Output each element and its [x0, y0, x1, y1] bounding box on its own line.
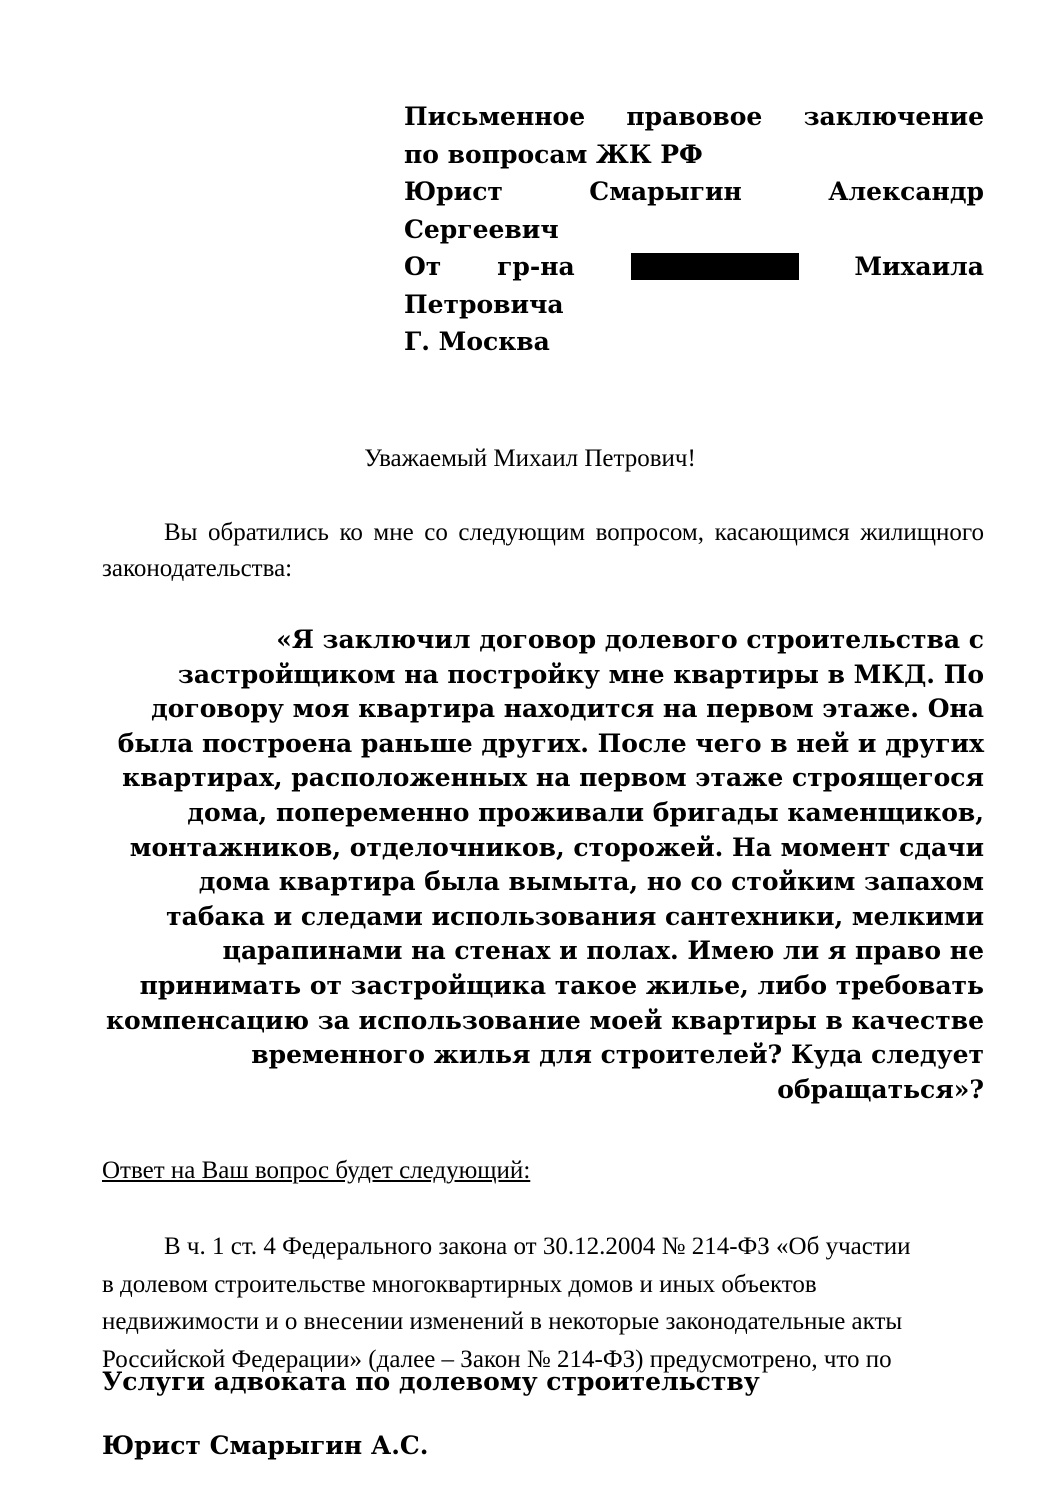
header-citizen-label: гр-на	[497, 252, 575, 281]
header-word: заключение	[803, 102, 984, 131]
header-word: Александр	[828, 177, 984, 206]
footer-line: Услуги адвоката по долевому строительству	[102, 1367, 760, 1396]
paragraph-line: в долевом строительстве многоквартирных домов и иных объектов	[102, 1270, 817, 1298]
quote-line: дома квартира была вымыта, но со стойким запахом	[198, 867, 984, 897]
greeting: Уважаемый Михаил Петрович!	[364, 445, 696, 472]
header-line-city	[404, 323, 984, 361]
quote-line: застройщиком на постройку мне квартиры в МКД. По	[177, 659, 984, 689]
header-lawyer-patronymic: Сергеевич	[404, 214, 559, 244]
header-line-client-patronymic	[404, 286, 984, 324]
quote-line: «Я заключил договор долевого строительства с	[276, 625, 984, 654]
header-word: правовое	[626, 102, 763, 131]
header-line-title	[404, 98, 984, 136]
header-word: Юрист	[404, 177, 503, 206]
paragraph-line: недвижимости и о внесении изменений в некоторые законодательные акты	[102, 1308, 903, 1335]
quote-line: монтажников, отделочников, сторожей. На момент сдачи	[129, 832, 984, 862]
answer-heading: Ответ на Ваш вопрос будет следующий:	[102, 1157, 531, 1184]
quote-line: табака и следами использования сантехники, мелкими	[166, 901, 984, 931]
quote-line: была построена раньше других. После чего в ней и других	[117, 728, 984, 758]
quote-line: временного жилья для строителей? Куда следует	[251, 1040, 984, 1070]
header-client-patronymic: Петровича	[404, 289, 564, 319]
header-line-subject	[404, 136, 984, 174]
quote-line: квартирах, расположенных на первом этаже строящегося	[122, 763, 984, 793]
footer-line: Юрист Смарыгин А.С.	[102, 1431, 429, 1460]
footer-lawyer-name	[102, 1426, 429, 1466]
quote-line: компенсацию за использование моей квартиры в качестве	[105, 1005, 984, 1035]
intro-paragraph: Вы обратились ко мне со следующим вопросом, касающимся жилищного законодательства:	[102, 519, 984, 582]
quote-line: договору моя квартира находится на первом этаже. Она	[151, 694, 984, 724]
header-word: Письменное	[404, 102, 586, 131]
header-subject: по вопросам ЖК РФ	[404, 139, 703, 169]
quote-line: принимать от застройщика такое жилье, либо требовать	[139, 970, 984, 1000]
answer-paragraph	[102, 1228, 1002, 1378]
footer-service-title	[102, 1362, 760, 1402]
paragraph-line: В ч. 1 ст. 4 Федерального закона от 30.12.2004 № 214-ФЗ «Об участии	[164, 1233, 911, 1260]
redacted-surname-block	[631, 253, 799, 280]
header-client-name: Михаила	[854, 252, 984, 281]
header-from-label: От	[404, 252, 442, 281]
paragraph-line: Российской Федерации» (далее – Закон № 214-ФЗ) предусмотрено, что по	[102, 1345, 892, 1373]
quote-line: дома, попеременно проживали бригады каменщиков,	[187, 797, 984, 827]
quote-line: царапинами на стенах и полах. Имею ли я право не	[222, 936, 984, 966]
header-line-from	[404, 248, 984, 286]
header-city: Г. Москва	[404, 327, 550, 356]
header-word: Смарыгин	[589, 177, 742, 206]
quote-line: обращаться»?	[777, 1074, 984, 1104]
header-line-lawyer	[404, 173, 984, 211]
header-line-patronymic	[404, 211, 984, 249]
document-header	[404, 98, 984, 361]
client-question-quote	[102, 623, 984, 1107]
